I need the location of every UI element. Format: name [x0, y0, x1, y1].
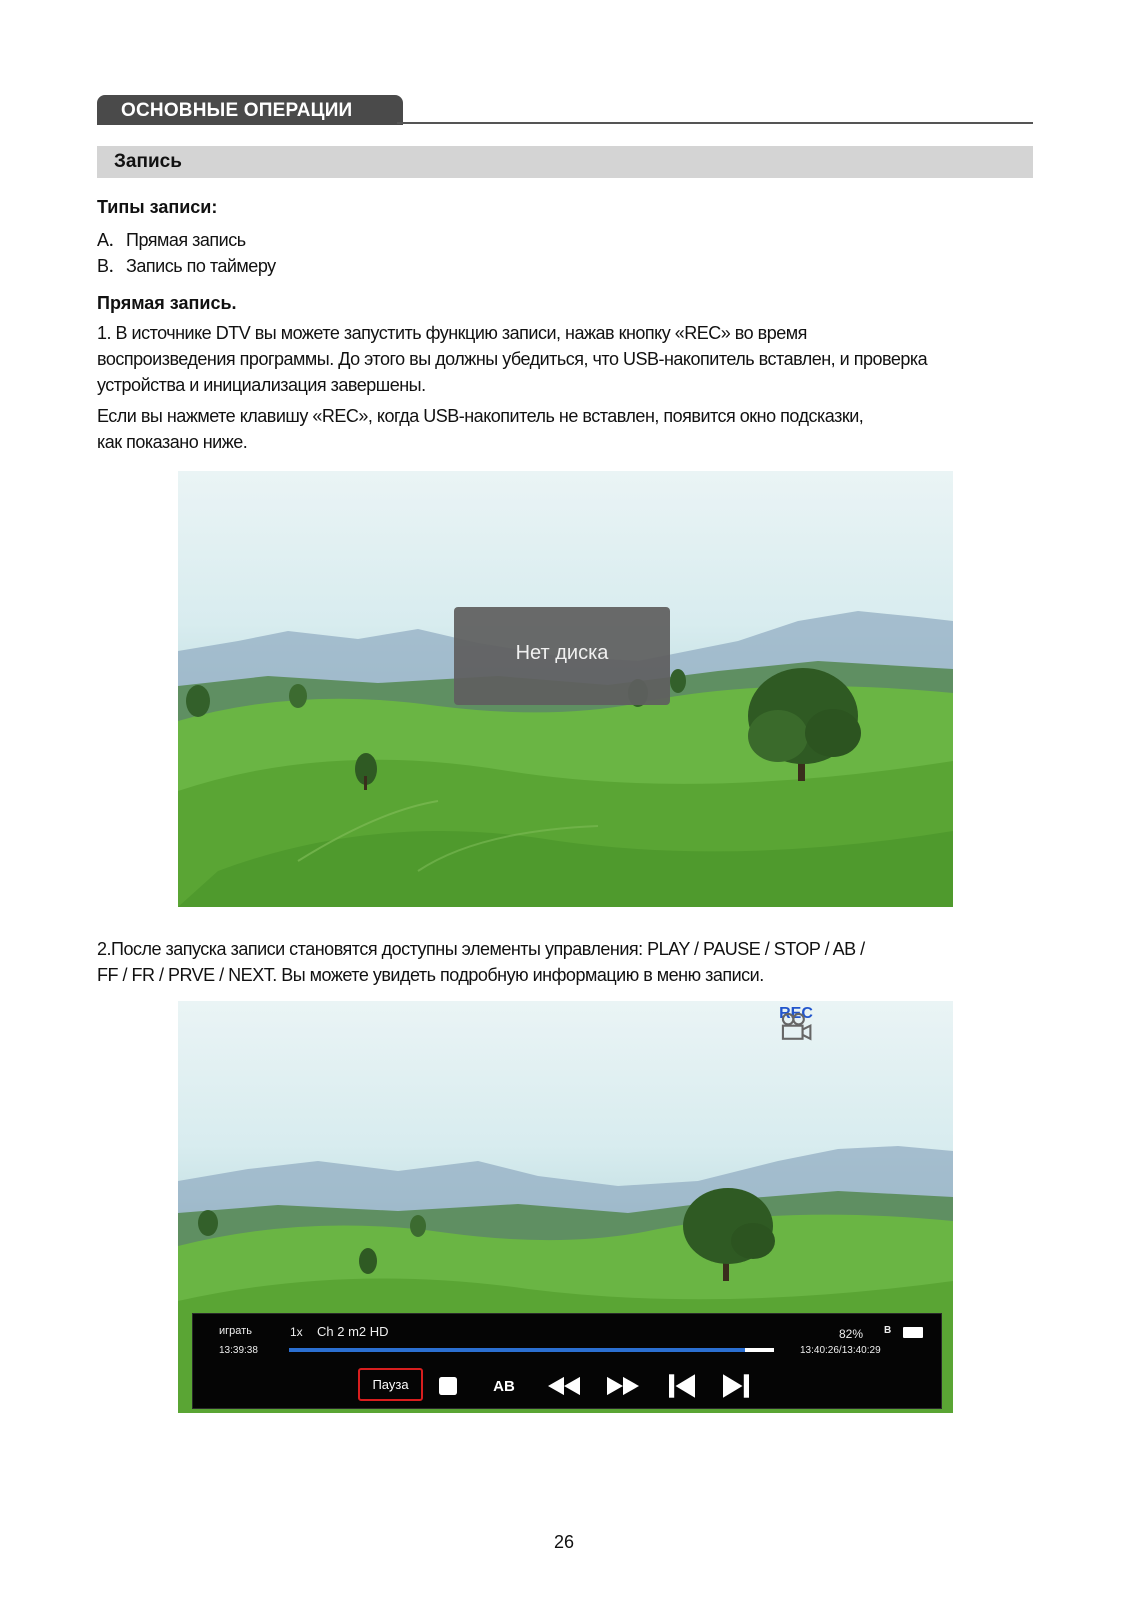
- tv-screenshot-recording: [178, 1001, 953, 1413]
- type-item-a: А．Прямая запись: [97, 230, 246, 250]
- paragraph-line: FF / FR / PRVE / NEXT. Вы можете увидеть подробную информацию в меню записи.: [97, 965, 764, 985]
- rewind-button[interactable]: [548, 1374, 580, 1398]
- fast-forward-button[interactable]: [607, 1374, 639, 1398]
- no-disk-popup: Нет диска: [454, 607, 670, 705]
- tv-screenshot-no-disk: [178, 471, 953, 907]
- skip-previous-icon: [669, 1374, 695, 1398]
- paragraph-line: устройства и инициализация завершены.: [97, 375, 426, 395]
- stop-icon: [439, 1374, 457, 1398]
- recording-control-bar: [192, 1313, 942, 1409]
- record-progress-bar[interactable]: [289, 1348, 774, 1352]
- section-title: ОСНОВНЫЕ ОПЕРАЦИИ: [97, 95, 403, 125]
- ab-repeat-button[interactable]: AB: [493, 1377, 515, 1395]
- paragraph-line: Если вы нажмете клавишу «REC», когда USB-накопитель не вставлен, появится окно подсказки,: [97, 406, 864, 426]
- paragraph-line: воспроизведения программы. До этого вы должны убедиться, что USB-накопитель вставлен, и проверка: [97, 349, 928, 369]
- channel-name: Ch 2 m2 HD: [317, 1324, 389, 1339]
- battery-icon: [903, 1327, 923, 1338]
- next-button[interactable]: [723, 1374, 749, 1398]
- rec-indicator: [779, 1005, 813, 1049]
- subsection-title: Запись: [97, 146, 1033, 178]
- direct-heading: Прямая запись.: [97, 293, 237, 313]
- paragraph-line: как показано ниже.: [97, 432, 248, 452]
- types-heading: Типы записи:: [97, 197, 218, 217]
- pause-button[interactable]: Пауза: [358, 1368, 423, 1401]
- rewind-icon: [548, 1374, 580, 1398]
- playback-status: играть: [219, 1325, 252, 1337]
- paragraph-line: 1. В источнике DTV вы можете запустить функцию записи, нажав кнопку «REC» во время: [97, 323, 807, 343]
- fast-forward-icon: [607, 1374, 639, 1398]
- video-camera-icon: [779, 1005, 813, 1049]
- page-number: 26: [553, 1532, 575, 1552]
- start-time: 13:39:38: [219, 1345, 258, 1356]
- paragraph-line: 2.После запуска записи становятся доступны элементы управления: PLAY / PAUSE / STOP / AB /: [97, 939, 865, 959]
- disk-percent: 82%: [839, 1327, 864, 1341]
- battery-label: B: [884, 1325, 892, 1336]
- previous-button[interactable]: [669, 1374, 695, 1398]
- playback-speed: 1x: [290, 1325, 303, 1339]
- section-divider: [397, 122, 1033, 124]
- section-header: [97, 95, 1033, 125]
- rec-label: REC: [779, 1005, 813, 1022]
- stop-button[interactable]: [439, 1374, 457, 1398]
- skip-next-icon: [723, 1374, 749, 1398]
- record-progress-head: [745, 1348, 774, 1352]
- type-item-b: В．Запись по таймеру: [97, 256, 276, 276]
- time-range: 13:40:26/13:40:29: [800, 1345, 881, 1356]
